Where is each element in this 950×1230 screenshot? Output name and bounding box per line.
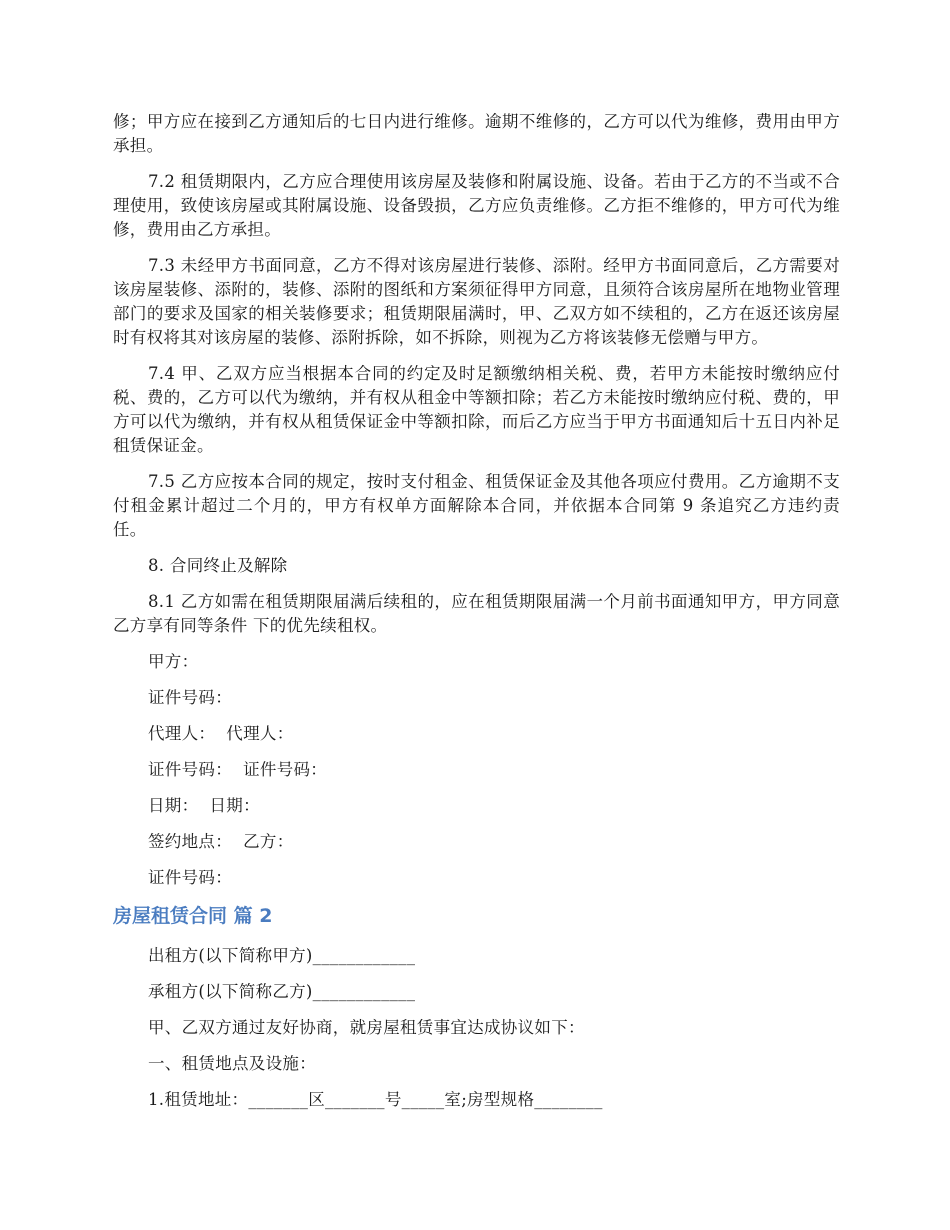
document-body	[113, 110, 840, 1124]
signature-id-numbers: 证件号码： 证件号码：	[148, 760, 328, 779]
lessor-line: 出租方(以下简称甲方)____________	[148, 946, 416, 965]
section-8-title: 8. 合同终止及解除	[148, 556, 288, 575]
section-heading: 房屋租赁合同 篇 2	[113, 905, 273, 927]
rental-address-line: 1.租赁地址：_______区_______号_____室;房型规格________	[148, 1090, 603, 1109]
clause-7-2: 7.2 租赁期限内，乙方应合理使用该房屋及装修和附属设施、设备。若由于乙方的不当或不合理使用，致使该房屋或其附属设施、设备毁损，乙方应负责维修。乙方拒不维修的，甲方可代为维修，费用由乙方承担。	[113, 172, 840, 239]
signature-party-a: 甲方：	[148, 652, 199, 671]
continued-paragraph: 修；甲方应在接到乙方通知后的七日内进行维修。逾期不维修的，乙方可以代为维修，费用由甲方承担。	[113, 112, 840, 155]
clause-7-3: 7.3 未经甲方书面同意，乙方不得对该房屋进行装修、添附。经甲方书面同意后，乙方需要对该房屋装修、添附的，装修、添附的图纸和方案须征得甲方同意，且须符合该房屋所在地物业管理部门的要求及国家的相关装修要求；租赁期限届满时，甲、乙双方如不续租的，乙方在返还该房屋时有权将其对该房屋的装修、添附拆除，如不拆除，则视为乙方将该装修无偿赠与甲方。	[113, 256, 840, 347]
signature-id-number: 证件号码：	[148, 688, 232, 707]
clause-7-4: 7.4 甲、乙双方应当根据本合同的约定及时足额缴纳相关税、费，若甲方未能按时缴纳应付税、费的，乙方可以代为缴纳，并有权从租金中等额扣除；若乙方未能按时缴纳应付税、费的，甲方可以代为缴纳，并有权从租赁保证金中等额扣除，而后乙方应当于甲方书面通知后十五日内补足租赁保证金。	[113, 364, 840, 455]
intro-line: 甲、乙双方通过友好协商，就房屋租赁事宜达成协议如下：	[148, 1018, 585, 1037]
signature-place: 签约地点： 乙方：	[148, 832, 294, 851]
section-1-title: 一、租赁地点及设施：	[148, 1054, 316, 1073]
clause-7-5: 7.5 乙方应按本合同的规定，按时支付租金、租赁保证金及其他各项应付费用。乙方逾期不支付租金累计超过二个月的，甲方有权单方面解除本合同，并依据本合同第 9 条追究乙方违约责任。	[113, 472, 840, 539]
lessee-line: 承租方(以下简称乙方)____________	[148, 982, 416, 1001]
signature-id-number-b: 证件号码：	[148, 868, 232, 887]
clause-8-1: 8.1 乙方如需在租赁期限届满后续租的，应在租赁期限届满一个月前书面通知甲方，甲方同意乙方享有同等条件 下的优先续租权。	[113, 592, 840, 635]
signature-agent: 代理人： 代理人：	[148, 724, 294, 743]
signature-date: 日期： 日期：	[148, 796, 260, 815]
